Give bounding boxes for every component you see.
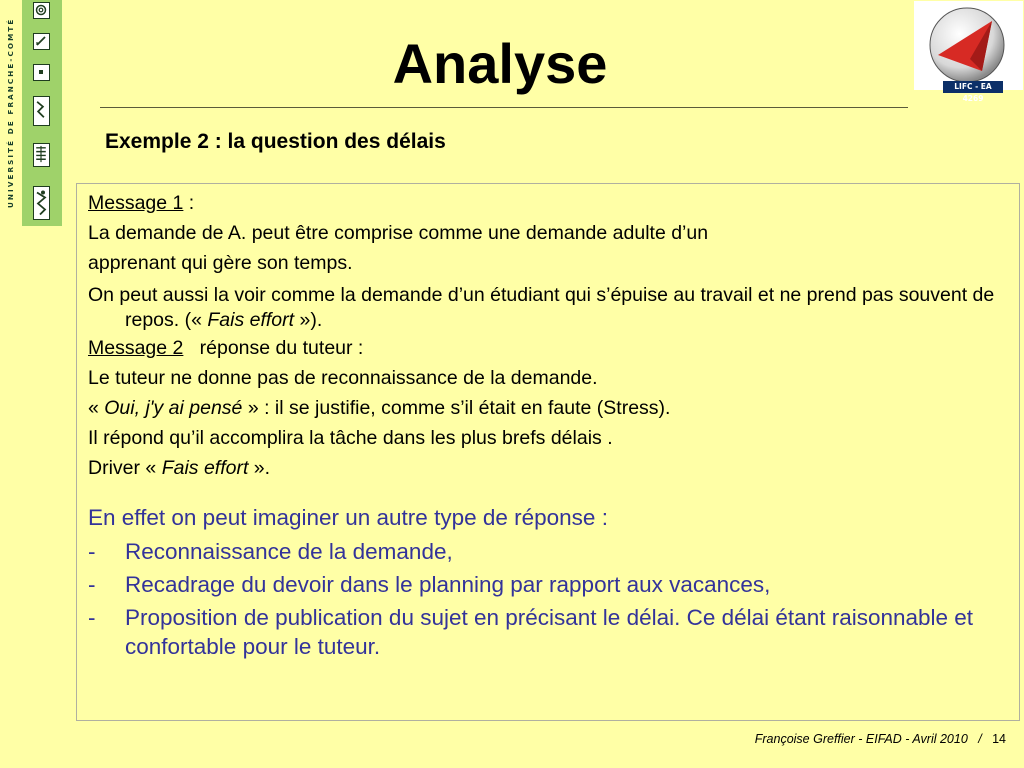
content-box [76, 183, 1020, 721]
text-line-d [88, 393, 1019, 423]
bullet-item [88, 535, 1019, 568]
page-number: 14 [992, 732, 1006, 746]
text-line-b-italic: Fais effort [207, 309, 295, 331]
text-line-b [88, 283, 1019, 333]
bullet-text: Proposition de publication du sujet en précisant le délai. Ce délai étant raisonnable et confortable pour le tuteur. [125, 605, 974, 659]
text-line-c: Le tuteur ne donne pas de reconnaissance de la demande. [88, 367, 598, 389]
text-line-a1: La demande de A. peut être comprise comme une demande adulte d’un [88, 222, 709, 244]
bullet-item [88, 601, 1019, 661]
lifc-logo [914, 1, 1023, 103]
message2-label: Message 2 [88, 337, 184, 359]
lifc-emblem-icon [924, 5, 1010, 87]
text-line-f [88, 453, 1019, 483]
university-name: UNIVERSITÉ DE FRANCHE-COMTÉ [6, 17, 15, 209]
bullet-item [88, 568, 1019, 601]
text-line-d-before: « [88, 397, 105, 419]
text-line-d-after: » : il se justifie, comme s’il était en faute (Stress). [242, 397, 671, 419]
message2-suffix: réponse du tuteur : [183, 337, 364, 359]
university-banner [0, 0, 62, 226]
text-line-d-italic: Oui, j'y ai pensé [104, 397, 243, 419]
text-line-f-before: Driver « [88, 457, 162, 479]
text-line-f-after: ». [248, 457, 271, 479]
text-line-f-italic: Fais effort [161, 457, 249, 479]
dot-square-icon [33, 64, 50, 81]
text-line-e: Il répond qu’il accomplira la tâche dans les plus brefs délais . [88, 427, 613, 449]
text-line-b-after: »). [294, 309, 323, 331]
lifc-logo-label: LIFC - EA 4269 [943, 81, 1003, 93]
message1-line [88, 188, 1019, 218]
title-divider [100, 107, 908, 108]
message2-line [88, 333, 1019, 363]
pencil-icon [33, 33, 50, 50]
bullet-dash: - [88, 605, 96, 630]
bullet-dash: - [88, 539, 96, 564]
message1-suffix: : [183, 192, 195, 214]
columns-icon [33, 143, 50, 167]
bullet-text: Recadrage du devoir dans le planning par rapport aux vacances, [125, 572, 771, 597]
footer-author: Françoise Greffier - EIFAD - Avril 2010 / [754, 732, 993, 746]
text-line-b-before: On peut aussi la voir comme la demande d’un étudiant qui s’épuise au travail et ne prend pas souvent de repos. (« [88, 284, 995, 331]
slide-title: Analyse [392, 32, 608, 95]
slide-subtitle: Exemple 2 : la question des délais [105, 130, 446, 153]
bullet-text: Reconnaissance de la demande, [125, 539, 453, 564]
spiral-icon [33, 2, 50, 19]
wave-icon [33, 96, 50, 126]
intro-line: En effet on peut imaginer un autre type de réponse : [88, 505, 608, 530]
bullet-dash: - [88, 572, 96, 597]
slide-footer [620, 731, 1006, 747]
university-name-strip [0, 0, 22, 226]
text-line-a2: apprenant qui gère son temps. [88, 252, 353, 274]
figure-icon [33, 186, 50, 220]
message1-label: Message 1 [88, 192, 184, 214]
